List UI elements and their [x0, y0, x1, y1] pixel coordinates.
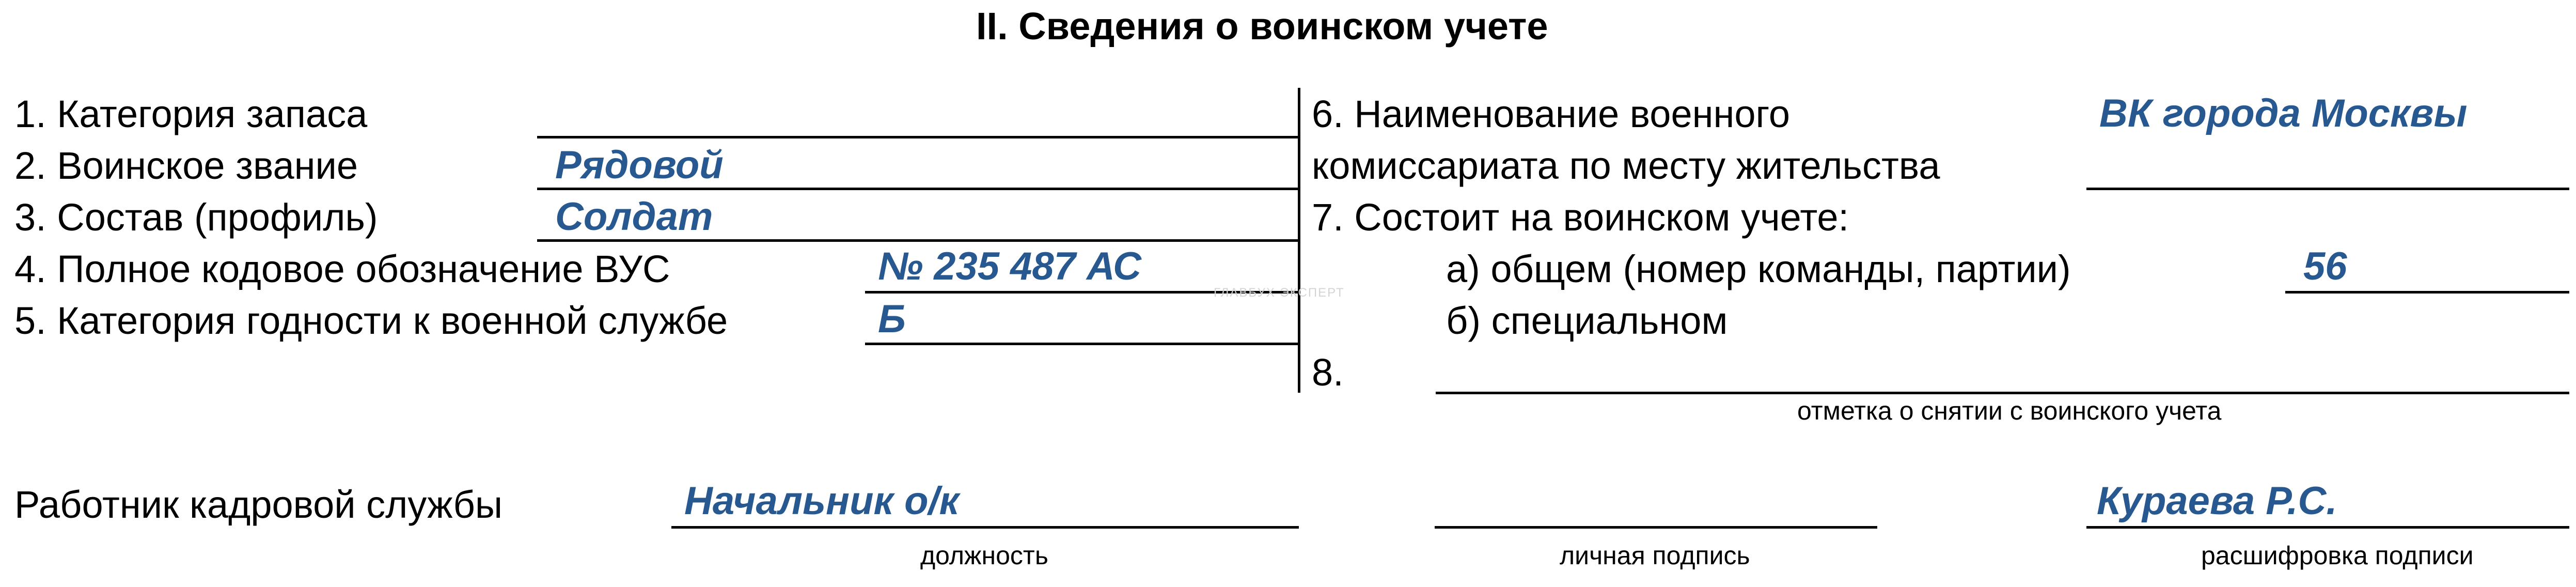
label-hr-worker: Работник кадровой службы — [14, 483, 503, 526]
caption-signature-name: расшифровка подписи — [2201, 541, 2474, 570]
line-composition — [537, 239, 1299, 242]
caption-position: должность — [920, 541, 1048, 570]
value-fitness-category: Б — [878, 297, 906, 341]
label-general-registration: а) общем (номер команды, партии) — [1446, 248, 2071, 290]
line-signature — [1435, 526, 1877, 529]
label-reserve-category: 1. Категория запаса — [14, 92, 368, 135]
label-composition: 3. Состав (профиль) — [14, 196, 378, 239]
label-special-registration: б) специальном — [1446, 299, 1728, 342]
value-military-rank: Рядовой — [555, 143, 724, 187]
value-position: Начальник о/к — [684, 479, 960, 523]
section-title: II. Сведения о воинском учете — [976, 5, 1548, 48]
column-divider — [1298, 88, 1300, 393]
line-fitness-category — [865, 343, 1299, 345]
line-commissariat — [2086, 188, 2569, 190]
line-military-rank — [537, 188, 1299, 190]
value-team-number: 56 — [2303, 244, 2347, 288]
value-vus-code: № 235 487 АС — [878, 244, 1142, 288]
label-fitness-category: 5. Категория годности к военной службе — [14, 299, 728, 342]
caption-deregistration: отметка о снятии с воинского учета — [1797, 396, 2222, 425]
label-military-rank: 2. Воинское звание — [14, 144, 358, 187]
label-commissariat-1: 6. Наименование военного — [1312, 92, 1790, 135]
line-signature-name — [2086, 526, 2569, 529]
label-item-8: 8. — [1312, 351, 1344, 394]
line-deregistration — [1436, 392, 2569, 394]
watermark: ГЛАВБУХ ЭКСПЕРТ — [1214, 286, 1345, 300]
label-commissariat-2: комиссариата по месту жительства — [1312, 144, 1940, 187]
caption-signature: личная подпись — [1560, 541, 1750, 570]
line-reserve-category — [537, 136, 1299, 138]
line-position — [671, 526, 1299, 529]
value-composition: Солдат — [555, 195, 713, 239]
line-team-number — [2285, 291, 2569, 294]
label-military-registration: 7. Состоит на воинском учете: — [1312, 196, 1849, 239]
value-signature-name: Кураева Р.С. — [2097, 479, 2337, 523]
value-commissariat: ВК города Москвы — [2099, 91, 2468, 135]
label-vus-code: 4. Полное кодовое обозначение ВУС — [14, 248, 670, 290]
